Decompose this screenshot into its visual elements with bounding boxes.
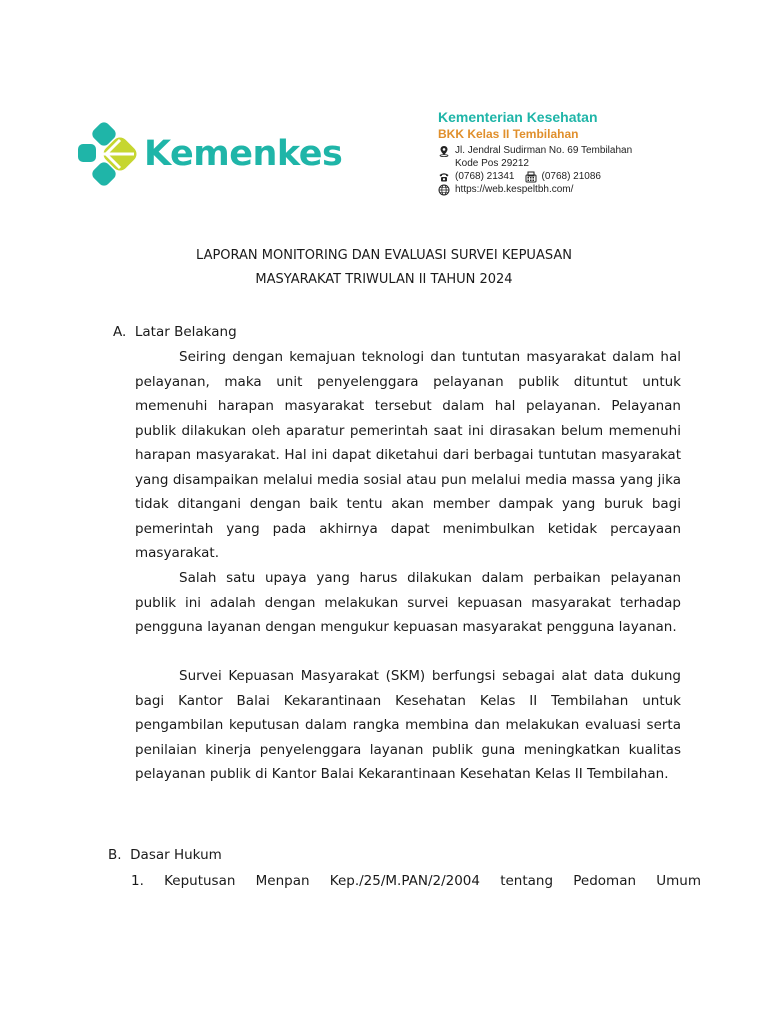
legal-basis-item: 1. Keputusan Menpan Kep./25/M.PAN/2/2004 tentang Pedoman Umum [131, 873, 701, 889]
section-a-paragraph-1: Seiring dengan kemajuan teknologi dan tuntutan masyarakat dalam hal pelayanan, maka unit penyelenggara pelayanan publik dituntut untuk memenuhi harapan masyarakat tersebut dalam hal pelayanan. Pelayanan publik dilakukan oleh aparatur pemerintah saat ini dirasakan belum memenuhi harapan masyarakat. Hal ini dapat diketahui dari berbagai tuntutan masyarakat yang disampaikan melalui media sosial atau pun melalui media massa yang jika tidak ditangani dengan baik tentu akan member dampak yang buruk bagi pemerintah yang pada akhirnya dapat menimbulkan ketidak percayaan masyarakat. [135, 349, 681, 561]
globe-icon [438, 184, 450, 196]
fax-icon [525, 171, 537, 183]
section-b-heading [108, 845, 222, 865]
address-line1: Jl. Jendral Sudirman No. 69 Tembilahan [455, 145, 633, 156]
section-a-title: Latar Belakang [134, 324, 237, 340]
letterhead [0, 0, 768, 210]
org-name: Kementerian Kesehatan [438, 109, 598, 125]
title-line-2: MASYARAKAT TRIWULAN II TAHUN 2024 [255, 272, 513, 287]
section-a-heading [113, 322, 237, 342]
address-line [438, 144, 738, 157]
org-contact-block [438, 108, 738, 196]
location-pin-icon [438, 145, 450, 157]
logo-wordmark: Kemenkes [144, 134, 343, 174]
kemenkes-logo-icon [76, 122, 138, 188]
section-b-title: Dasar Hukum [130, 847, 222, 863]
phone-fax-line [438, 170, 738, 183]
section-b-marker: B. [108, 847, 122, 863]
section-a-marker: A. [113, 324, 127, 340]
postal-code-line [438, 157, 738, 170]
fax-number: (0768) 21086 [541, 171, 601, 182]
section-a-paragraph-3: Survei Kepuasan Masyarakat (SKM) berfungsi sebagai alat data dukung bagi Kantor Balai Kekarantinaan Kesehatan Kelas II Tembilahan untuk pengambilan keputusan dalam rangka membina dan melakukan evaluasi serta penilaian kinerja penyelenggara layanan publik guna meningkatkan kualitas pelayanan publik di Kantor Balai Kekarantinaan Kesehatan Kelas II Tembilahan. [135, 668, 681, 782]
title-line-1: LAPORAN MONITORING DAN EVALUASI SURVEI KEPUASAN [196, 248, 572, 263]
section-a-paragraph-2: Salah satu upaya yang harus dilakukan dalam perbaikan pelayanan publik ini adalah dengan melakukan survei kepuasan masyarakat terhadap pengguna layanan dengan mengukur kepuasan masyarakat pengguna layanan. [135, 570, 681, 635]
org-unit: BKK Kelas II Tembilahan [438, 127, 579, 141]
address-line2: Kode Pos 29212 [455, 158, 529, 169]
phone-icon [438, 171, 450, 183]
website-line [438, 183, 738, 196]
website-link[interactable]: https://web.kespeltbh.com/ [455, 184, 574, 195]
phone-number: (0768) 21341 [455, 171, 515, 182]
document-title [0, 244, 768, 292]
